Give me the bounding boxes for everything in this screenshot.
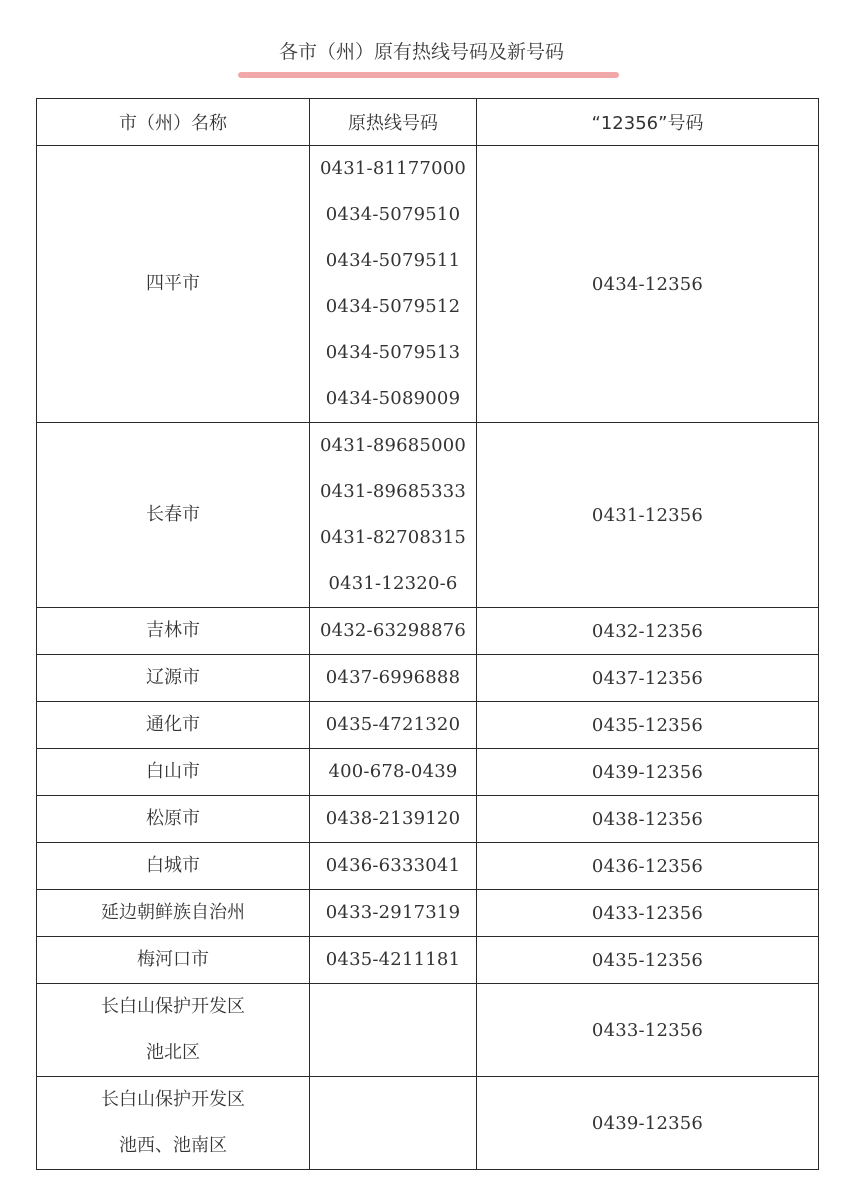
header-old-number: 原热线号码 [310, 99, 477, 146]
cell-name [37, 749, 310, 796]
cell-old-number [310, 984, 477, 1077]
hotline-table [36, 98, 819, 1170]
table-row [37, 796, 819, 843]
name-line: 通化市 [146, 714, 200, 735]
old-number-line: 400-678-0439 [328, 761, 458, 782]
cell-new-number [477, 843, 819, 890]
cell-old-number [310, 702, 477, 749]
old-number-line: 0433-2917319 [325, 902, 461, 923]
cell-new-number [477, 984, 819, 1077]
cell-new-number [477, 890, 819, 937]
name-line: 辽源市 [146, 667, 200, 688]
cell-new-number [477, 608, 819, 655]
table-row [37, 890, 819, 937]
old-number-line: 0437-6996888 [325, 667, 461, 688]
old-number-line: 0436-6333041 [325, 855, 461, 876]
new-number: 0435-12356 [591, 714, 704, 736]
name-line: 长白山保护开发区 [101, 996, 245, 1017]
old-number-line: 0434-5079510 [325, 204, 461, 225]
name-line: 池西、池南区 [119, 1135, 227, 1156]
old-number-line: 0431-82708315 [319, 527, 467, 548]
cell-old-number [310, 937, 477, 984]
new-number: 0436-12356 [591, 855, 704, 877]
cell-name [37, 702, 310, 749]
table-row [37, 1077, 819, 1170]
cell-new-number [477, 796, 819, 843]
cell-new-number [477, 146, 819, 423]
title-block [0, 0, 843, 80]
cell-old-number [310, 146, 477, 423]
cell-name [37, 423, 310, 608]
cell-old-number [310, 423, 477, 608]
cell-name [37, 890, 310, 937]
name-line: 白城市 [146, 855, 200, 876]
old-number-line: 0431-89685333 [319, 481, 467, 502]
new-number: 0435-12356 [591, 949, 704, 971]
cell-new-number [477, 423, 819, 608]
cell-new-number [477, 1077, 819, 1170]
table-row [37, 937, 819, 984]
table-row [37, 749, 819, 796]
old-number-line: 0434-5079513 [325, 342, 461, 363]
cell-old-number [310, 796, 477, 843]
cell-old-number [310, 1077, 477, 1170]
new-number: 0432-12356 [591, 620, 704, 642]
new-number: 0434-12356 [591, 273, 704, 295]
old-number-line: 0431-89685000 [319, 435, 467, 456]
old-number-line: 0431-81177000 [319, 158, 467, 179]
cell-new-number [477, 655, 819, 702]
header-new-number: “12356”号码 [477, 99, 819, 146]
table-header-row [37, 99, 819, 146]
cell-name [37, 1077, 310, 1170]
header-name: 市（州）名称 [37, 99, 310, 146]
old-number-line: 0434-5079511 [325, 250, 461, 271]
new-number: 0439-12356 [591, 761, 704, 783]
name-line: 吉林市 [146, 620, 200, 641]
table-row [37, 608, 819, 655]
cell-old-number [310, 749, 477, 796]
cell-old-number [310, 843, 477, 890]
table-body [37, 146, 819, 1170]
cell-name [37, 937, 310, 984]
name-line: 白山市 [146, 761, 200, 782]
table-row [37, 146, 819, 423]
old-number-line: 0431-12320-6 [328, 573, 458, 594]
name-line: 长春市 [146, 504, 200, 525]
cell-new-number [477, 937, 819, 984]
new-number: 0437-12356 [591, 667, 704, 689]
new-number: 0439-12356 [591, 1112, 704, 1134]
old-number-line: 0435-4721320 [325, 714, 461, 735]
cell-new-number [477, 702, 819, 749]
new-number: 0433-12356 [591, 1019, 704, 1041]
old-number-line: 0432-63298876 [319, 620, 467, 641]
cell-new-number [477, 749, 819, 796]
name-line: 池北区 [146, 1042, 200, 1063]
old-number-line: 0434-5079512 [325, 296, 461, 317]
name-line: 长白山保护开发区 [101, 1089, 245, 1110]
cell-name [37, 655, 310, 702]
name-line: 梅河口市 [137, 949, 209, 970]
cell-name [37, 984, 310, 1077]
name-line: 松原市 [146, 808, 200, 829]
cell-name [37, 608, 310, 655]
cell-name [37, 796, 310, 843]
title-underline [238, 72, 619, 78]
table-row [37, 702, 819, 749]
new-number: 0431-12356 [591, 504, 704, 526]
new-number: 0433-12356 [591, 902, 704, 924]
cell-name [37, 843, 310, 890]
name-line: 四平市 [146, 273, 200, 294]
table-row [37, 984, 819, 1077]
page-title: 各市（州）原有热线号码及新号码 [278, 41, 564, 63]
cell-old-number [310, 655, 477, 702]
old-number-line: 0438-2139120 [325, 808, 461, 829]
new-number: 0438-12356 [591, 808, 704, 830]
table-row [37, 843, 819, 890]
old-number-line: 0434-5089009 [325, 388, 461, 409]
old-number-line: 0435-4211181 [325, 949, 461, 970]
table-row [37, 423, 819, 608]
name-line: 延边朝鲜族自治州 [101, 902, 245, 923]
cell-old-number [310, 608, 477, 655]
cell-name [37, 146, 310, 423]
cell-old-number [310, 890, 477, 937]
table-row [37, 655, 819, 702]
